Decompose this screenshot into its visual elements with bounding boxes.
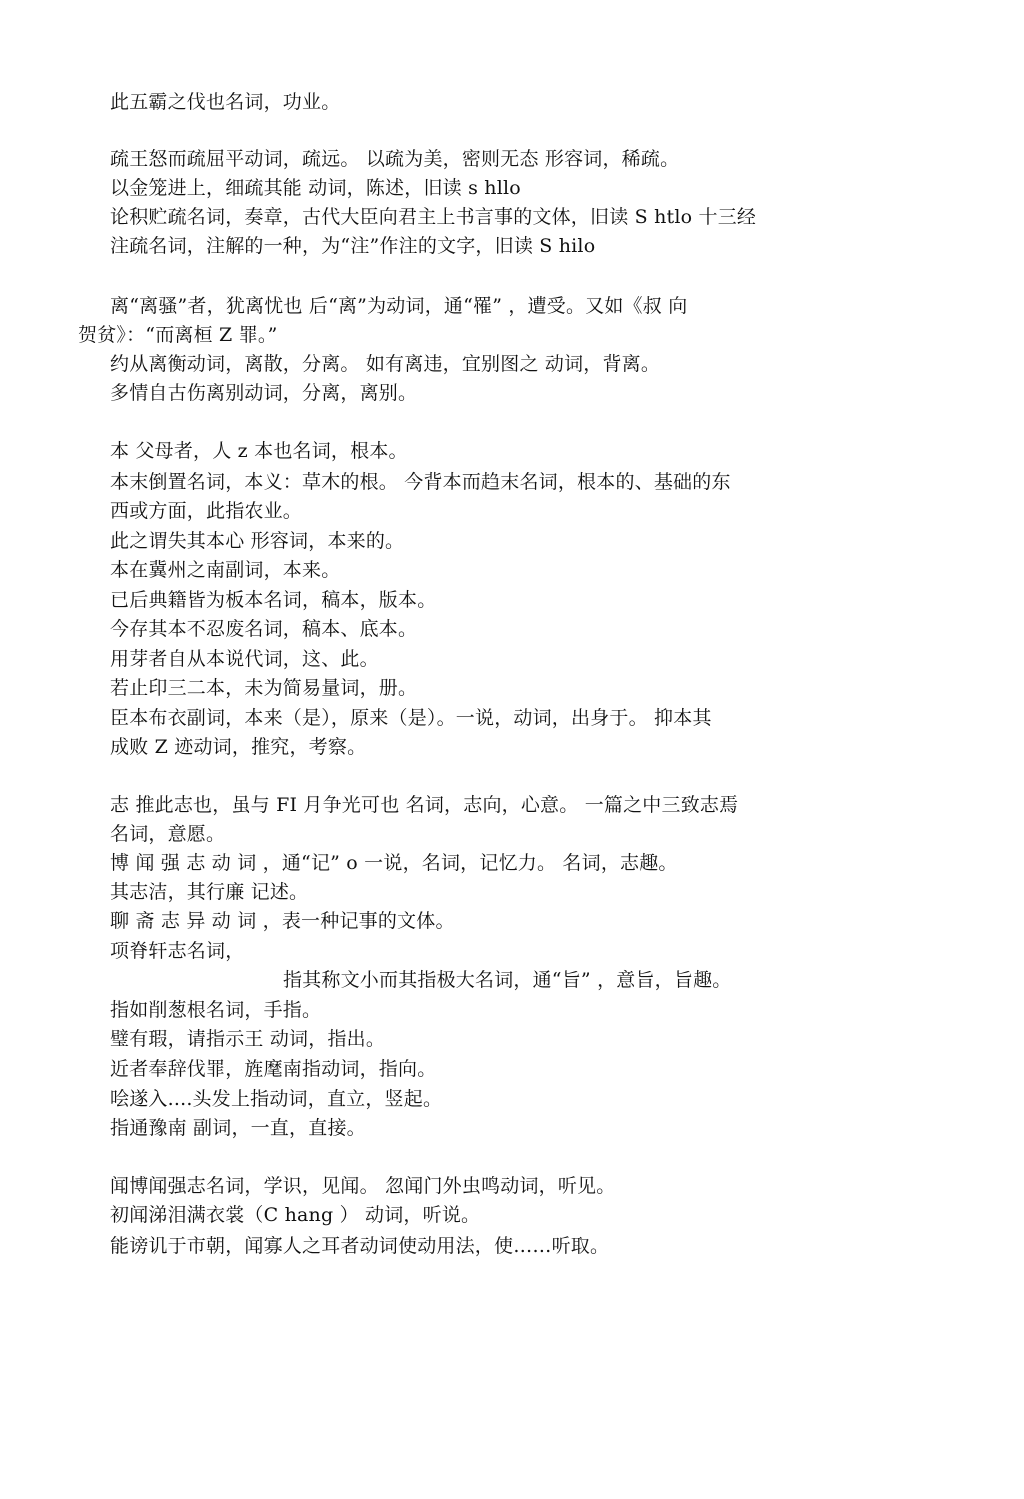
text-line: 其志洁，其行廉 记述。	[110, 881, 309, 903]
text-line: 本在冀州之南副词，本来。	[110, 559, 341, 581]
text-line: 初闻涕泪满衣裳（C hang ） 动词，听说。	[110, 1204, 481, 1226]
text-line: 约从离衡动词，离散，分离。 如有离违，宜别图之 动词，背离。	[110, 353, 661, 375]
text-line: 注疏名词，注解的一种，为“注”作注的文字，旧读 S hilo	[110, 235, 596, 257]
text-line: 指如削葱根名词，手指。	[110, 999, 322, 1021]
text-line: 指其称文小而其指极大名词，通“旨” ，意旨，旨趣。	[283, 969, 732, 991]
text-line: 离“离骚”者，犹离忧也 后“离”为动词，通“罹” ，遭受。又如《叔 向	[110, 295, 688, 317]
text-line: 臣本布衣副词，本来（是），原来（是）。一说，动词，出身于。 抑本其	[110, 707, 712, 729]
text-line: 论积贮疏名词，奏章，古代大臣向君主上书言事的文体，旧读 S htlo 十三经	[110, 206, 757, 228]
text-line: 近者奉辞伐罪，旌麾南指动词，指向。	[110, 1058, 437, 1080]
text-line: 以金笼进上，细疏其能 动词，陈述，旧读 s hllo	[110, 177, 521, 199]
text-line: 本 父母者，人 z 本也名词，根本。	[110, 440, 408, 462]
text-line: 此五霸之伐也名词，功业。	[110, 91, 341, 113]
text-line: 已后典籍皆为板本名词，稿本，版本。	[110, 589, 437, 611]
text-line: 博 闻 强 志 动 词 ，通“记” o 一说，名词，记忆力。 名词，志趣。	[110, 852, 678, 874]
text-line: 哙遂入....头发上指动词，直立，竖起。	[110, 1088, 443, 1110]
text-line: 项脊轩志名词，	[110, 940, 245, 962]
text-line: 成败 Z 迹动词，推究，考察。	[110, 736, 367, 758]
text-line: 璧有瑕，请指示王 动词，指出。	[110, 1028, 386, 1050]
text-line: 本末倒置名词，本义：草木的根。 今背本而趋末名词，根本的、基础的东	[110, 471, 731, 493]
text-line: 今存其本不忍废名词，稿本、底本。	[110, 618, 418, 640]
text-line: 指通豫南 副词，一直，直接。	[110, 1117, 366, 1139]
text-line: 志 推此志也，虽与 FI 月争光可也 名词，志向，心意。 一篇之中三致志焉	[110, 794, 739, 816]
text-line: 此之谓失其本心 形容词，本来的。	[110, 530, 405, 552]
text-line: 闻博闻强志名词，学识，见闻。 忽闻门外虫鸣动词，听见。	[110, 1175, 616, 1197]
text-line: 多情自古伤离别动词，分离，离别。	[110, 382, 418, 404]
text-line: 名词，意愿。	[110, 823, 226, 845]
text-line: 聊 斋 志 异 动 词 ，表一种记事的文体。	[110, 910, 455, 932]
text-line: 若止印三二本，未为简易量词，册。	[110, 677, 418, 699]
text-line: 西或方面，此指农业。	[110, 500, 303, 522]
text-line: 用芽者自从本说代词，这、此。	[110, 648, 379, 670]
text-line: 疏王怒而疏屈平动词，疏远。 以疏为美，密则无态 形容词，稀疏。	[110, 148, 680, 170]
text-line: 能谤讥于市朝，闻寡人之耳者动词使动用法，使……听取。	[110, 1235, 610, 1257]
text-line: 贺贫》：“而离桓 Z 罪。”	[78, 324, 278, 346]
